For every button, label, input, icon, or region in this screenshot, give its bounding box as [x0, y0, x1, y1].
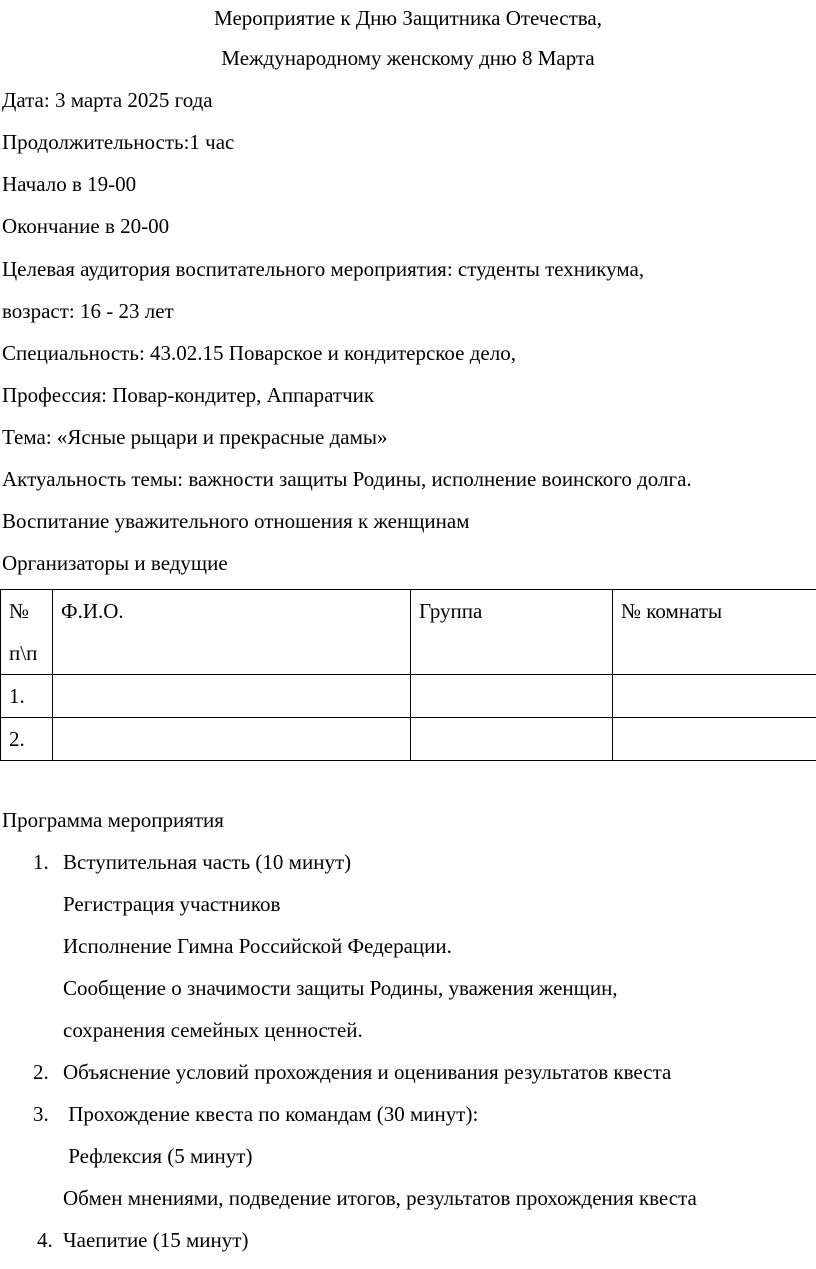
- row-group: [411, 718, 613, 761]
- row-room: [613, 675, 816, 718]
- table-header-row: [1, 590, 816, 675]
- relevance-line-1: Актуальность темы: важности защиты Родины, исполнение воинского долга.: [2, 467, 692, 491]
- program-item: Вступительная часть (10 минут): [63, 850, 352, 874]
- program-item: Исполнение Гимна Российской Федерации.: [63, 934, 452, 958]
- profession: Профессия: Повар-кондитер, Аппаратчик: [2, 383, 375, 407]
- program-item: сохранения семейных ценностей.: [63, 1018, 363, 1042]
- header-number-line-2: п\п: [9, 641, 38, 665]
- specialty: Специальность: 43.02.15 Поварское и кондитерское дело,: [2, 341, 516, 365]
- header-full-name: Ф.И.О.: [53, 590, 411, 675]
- row-room: [613, 718, 816, 761]
- program-item: Рефлексия (5 минут): [63, 1144, 253, 1168]
- program-item: Прохождение квеста по командам (30 минут):: [63, 1102, 479, 1126]
- header-group: Группа: [411, 590, 613, 675]
- target-audience-line-2: возраст: 16 - 23 лет: [2, 299, 174, 323]
- program-item-marker: 3.: [33, 1102, 49, 1126]
- title-line-2: Международному женскому дню 8 Марта: [221, 46, 595, 70]
- program-item-marker: 2.: [33, 1060, 49, 1084]
- header-number-line-1: №: [9, 599, 30, 623]
- program-item: Сообщение о значимости защиты Родины, уважения женщин,: [63, 976, 618, 1000]
- header-number: [1, 590, 53, 675]
- row-full-name: [53, 675, 411, 718]
- header-room: № комнаты: [613, 590, 816, 675]
- table-row: [1, 718, 816, 761]
- program-item: Регистрация участников: [63, 892, 281, 916]
- program-heading: Программа мероприятия: [2, 808, 224, 832]
- program-item-marker: 1.: [33, 850, 49, 874]
- table-row: [1, 675, 816, 718]
- organizers-heading: Организаторы и ведущие: [2, 551, 228, 575]
- event-date: Дата: 3 марта 2025 года: [2, 88, 213, 112]
- program-item: Чаепитие (15 минут): [63, 1228, 249, 1252]
- event-start: Начало в 19-00: [2, 172, 137, 196]
- event-end: Окончание в 20-00: [2, 214, 170, 238]
- topic: Тема: «Ясные рыцари и прекрасные дамы»: [2, 425, 388, 449]
- target-audience-line-1: Целевая аудитория воспитательного мероприятия: студенты техникума,: [2, 257, 645, 281]
- title-line-1: Мероприятие к Дню Защитника Отечества,: [214, 6, 602, 30]
- row-full-name: [53, 718, 411, 761]
- program-item: Обмен мнениями, подведение итогов, результатов прохождения квеста: [63, 1186, 697, 1210]
- event-duration: Продолжительность:1 час: [2, 130, 235, 154]
- program-item: Объяснение условий прохождения и оценивания результатов квеста: [63, 1060, 672, 1084]
- row-number: 2.: [1, 718, 53, 761]
- row-number: 1.: [1, 675, 53, 718]
- organizers-table: [0, 589, 816, 761]
- relevance-line-2: Воспитание уважительного отношения к женщинам: [2, 509, 470, 533]
- row-group: [411, 675, 613, 718]
- program-item-marker: 4.: [37, 1228, 53, 1252]
